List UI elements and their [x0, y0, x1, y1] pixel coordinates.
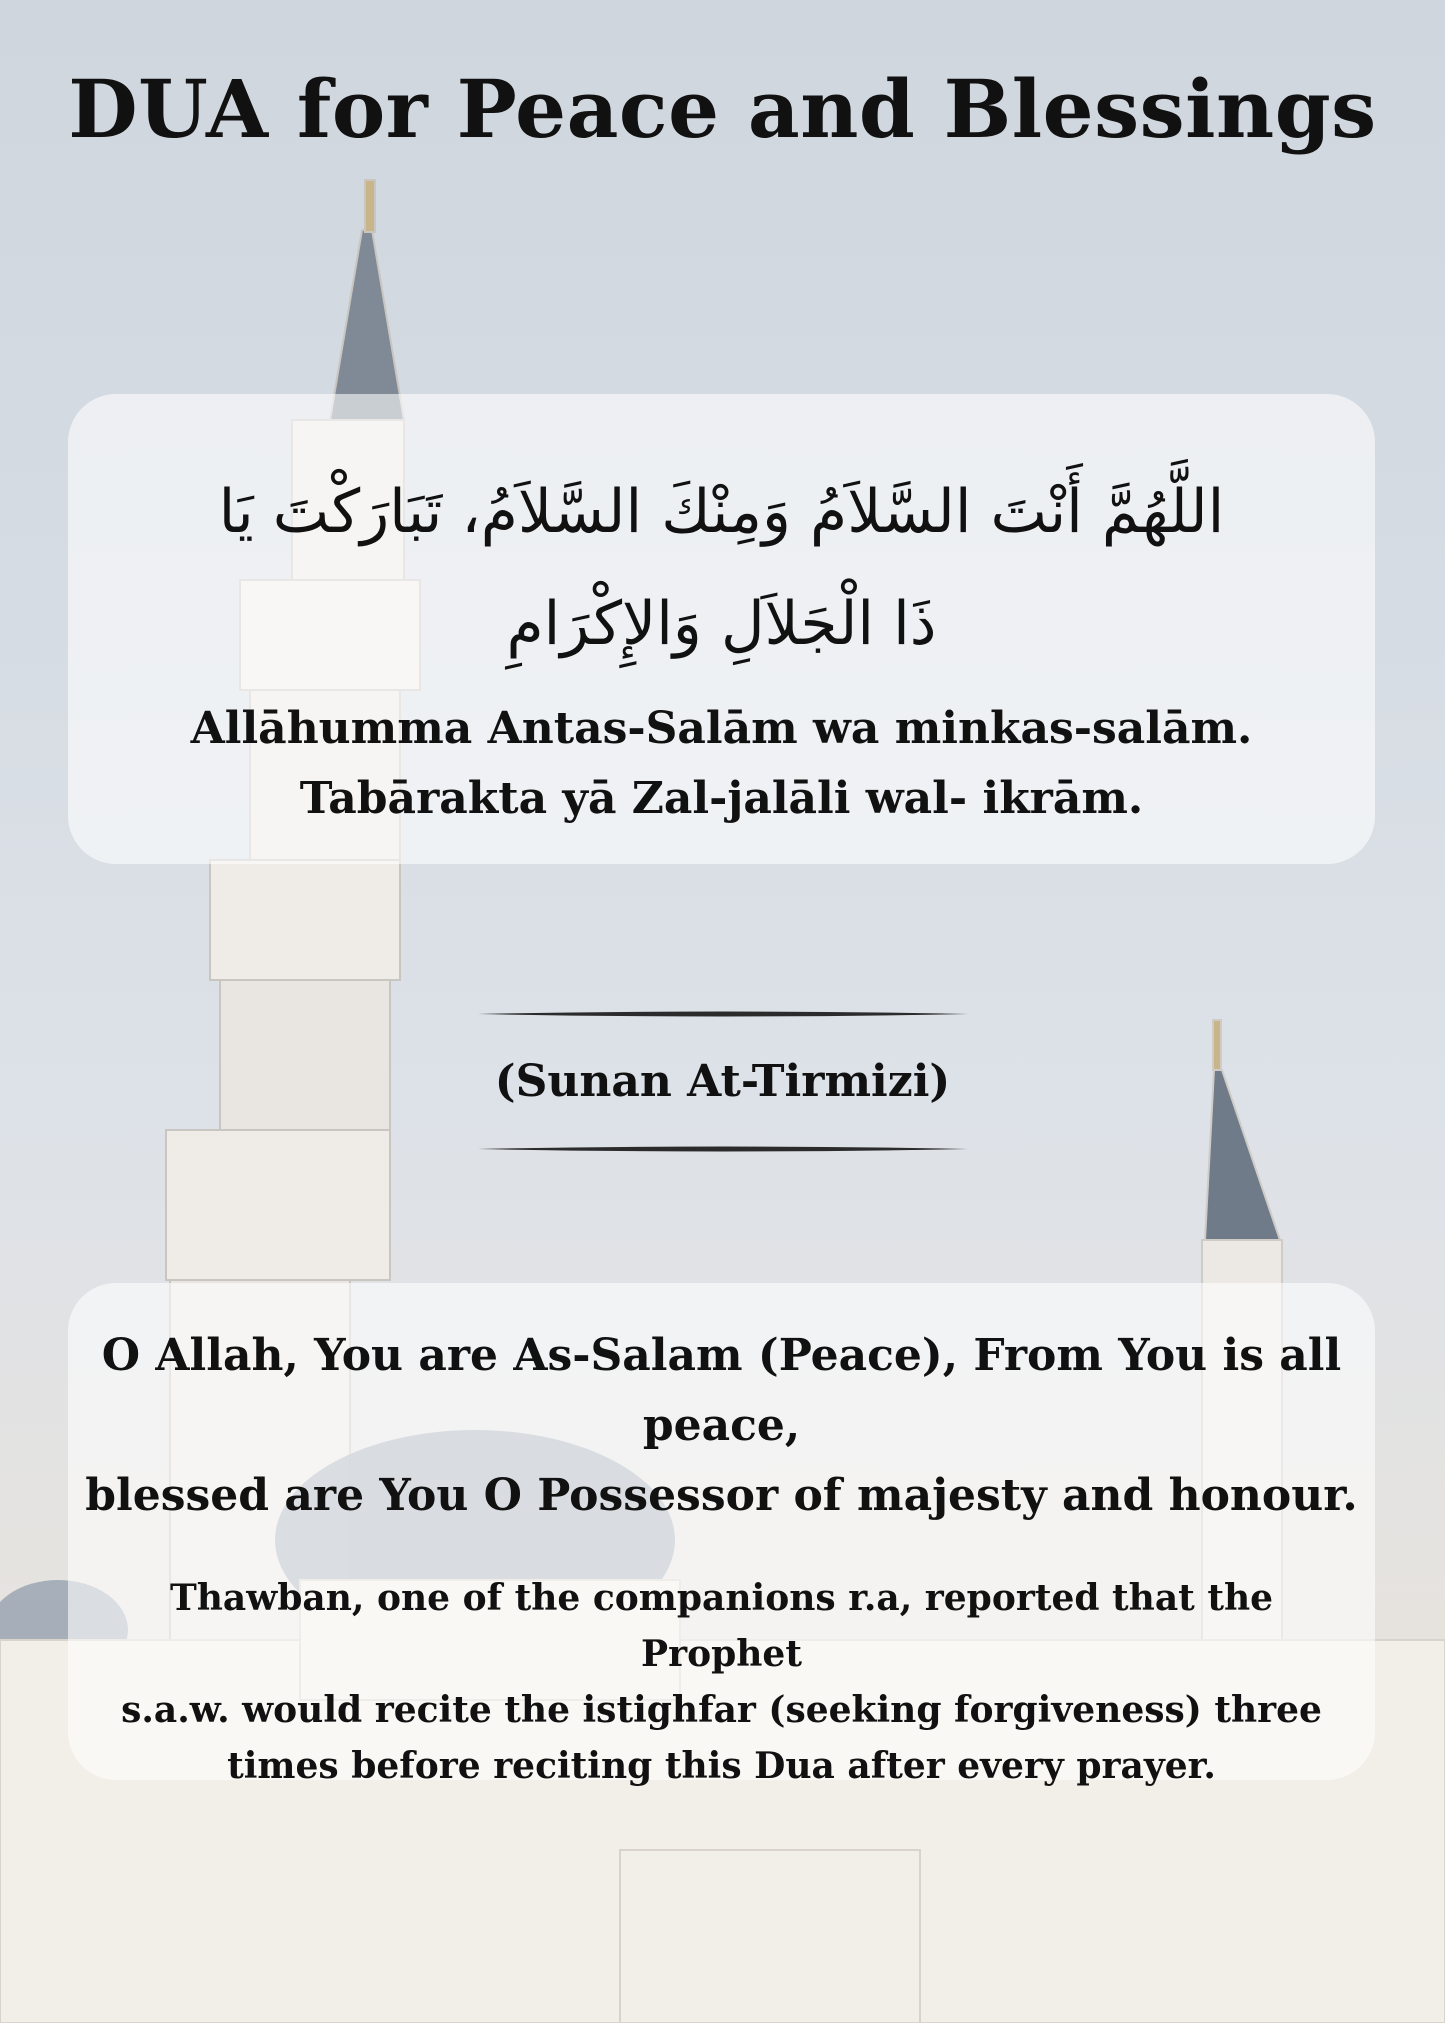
meaning-line: blessed are You O Possessor of majesty and honour.	[85, 1470, 1358, 1521]
transliteration-line: Allāhumma Antas-Salām wa minkas-salām.	[190, 703, 1253, 754]
arabic-text	[108, 456, 1335, 680]
arabic-line: اللَّهُمَّ أَنْتَ السَّلاَمُ وَمِنْكَ السَّلاَمُ، تَبَارَكْتَ يَا	[218, 477, 1225, 547]
meaning-card	[68, 1283, 1375, 1787]
narration-line: times before reciting this Dua after every prayer.	[227, 1745, 1216, 1787]
page-title: DUA for Peace and Blessings	[68, 62, 1377, 156]
narration-line: Thawban, one of the companions r.a, reported that the Prophet	[169, 1577, 1274, 1675]
dua-card	[68, 394, 1375, 864]
narration-line: s.a.w. would recite the istighfar (seeking forgiveness) three	[121, 1689, 1322, 1731]
transliteration-line: Tabārakta yā Zal-jalāli wal- ikrām.	[299, 773, 1144, 824]
bottom-divider	[478, 1144, 968, 1154]
transliteration-text	[108, 694, 1335, 834]
arabic-line: ذَا الْجَلاَلِ وَالإِكْرَامِ	[506, 589, 937, 659]
narration-text	[108, 1570, 1335, 1794]
source-citation: (Sunan At-Tirmizi)	[494, 1056, 951, 1107]
meaning-text	[78, 1321, 1365, 1531]
meaning-line: O Allah, You are As-Salam (Peace), From You is all peace,	[101, 1330, 1342, 1451]
top-divider	[478, 1009, 968, 1019]
